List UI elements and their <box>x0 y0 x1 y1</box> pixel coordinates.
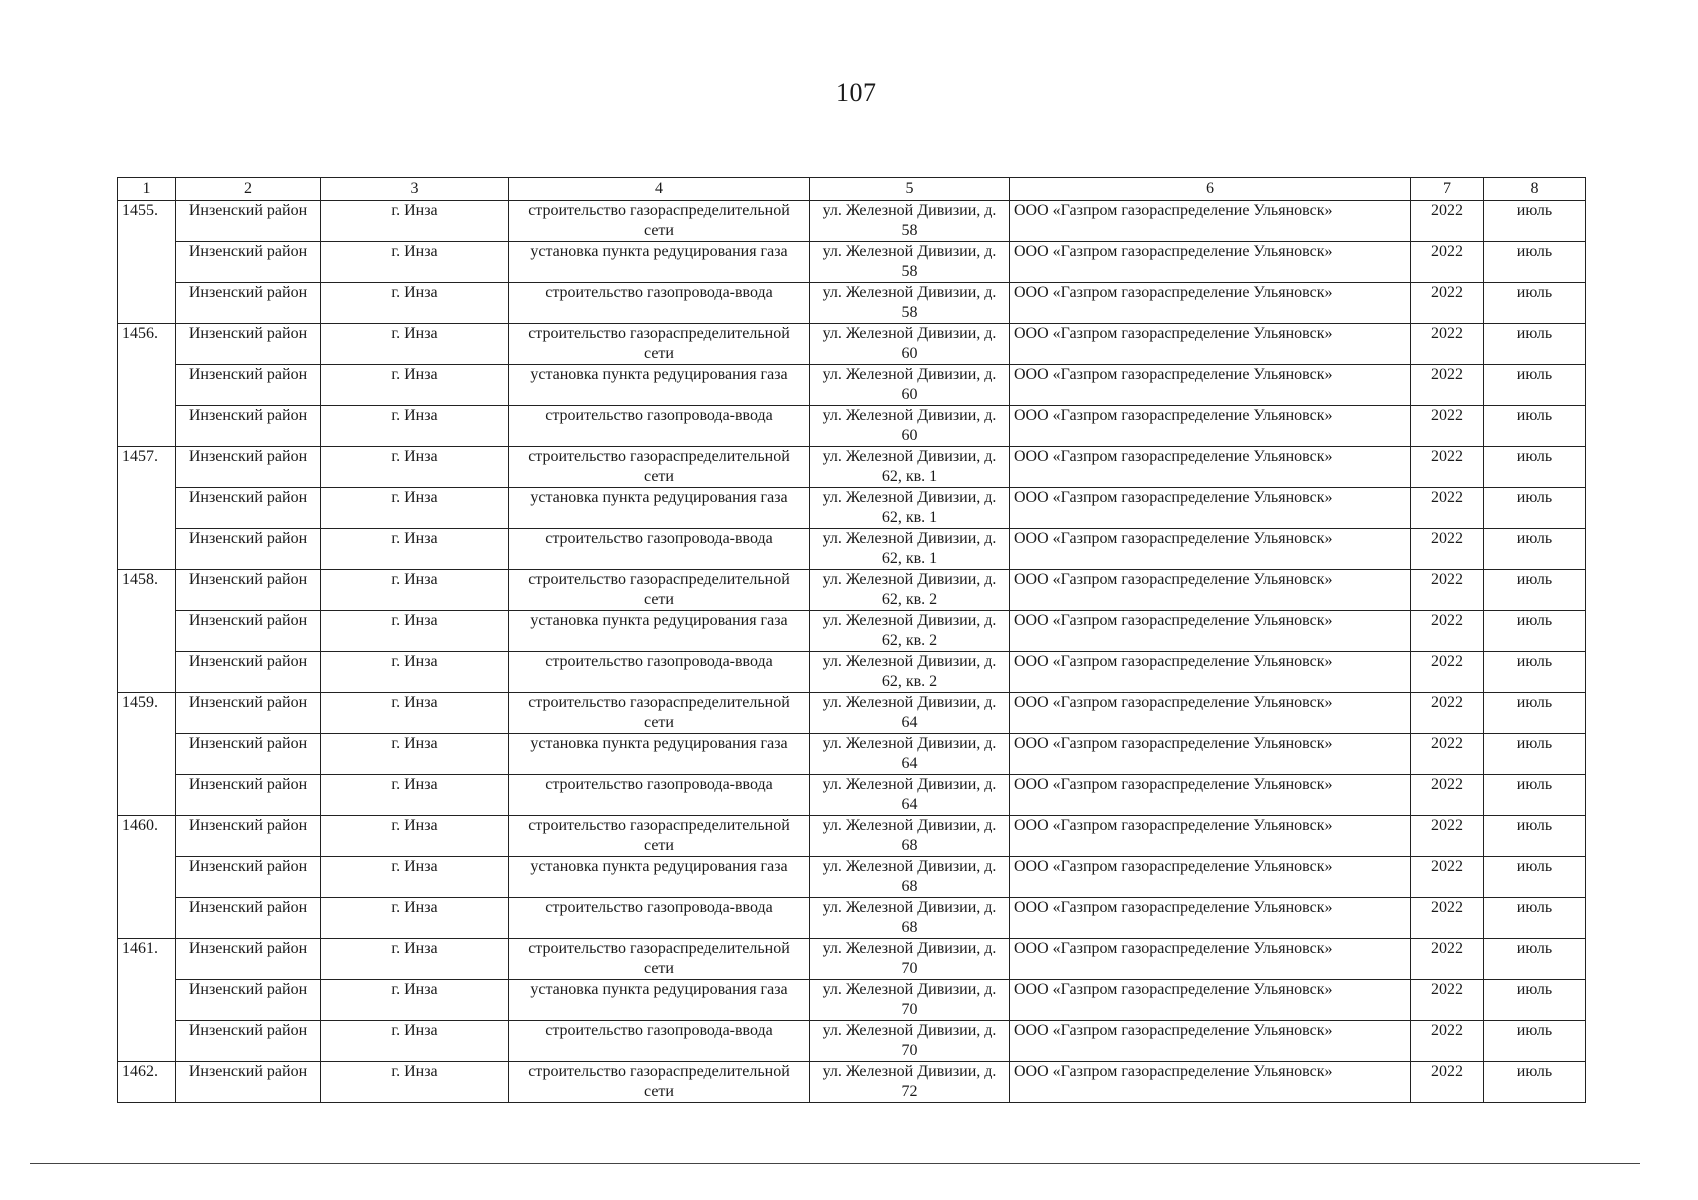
town-cell: г. Инза <box>321 201 509 242</box>
work-type-cell: строительство газораспределительной сети <box>509 201 810 242</box>
table-row <box>118 816 1586 857</box>
header-row <box>118 178 1586 201</box>
table-row <box>118 529 1586 570</box>
town-cell: г. Инза <box>321 283 509 324</box>
header-cell: 3 <box>321 178 509 201</box>
item-number-cell: 1456. <box>118 324 176 447</box>
address-cell: ул. Железной Дивизии, д. 58 <box>810 201 1010 242</box>
organization-cell: ООО «Газпром газораспределение Ульяновск» <box>1010 611 1411 652</box>
item-number-cell: 1458. <box>118 570 176 693</box>
address-cell: ул. Железной Дивизии, д. 62, кв. 1 <box>810 488 1010 529</box>
town-cell: г. Инза <box>321 529 509 570</box>
district-cell: Инзенский район <box>176 1062 321 1103</box>
district-cell: Инзенский район <box>176 775 321 816</box>
table-row <box>118 775 1586 816</box>
item-number-cell: 1455. <box>118 201 176 324</box>
town-cell: г. Инза <box>321 980 509 1021</box>
table-row <box>118 283 1586 324</box>
year-cell: 2022 <box>1411 857 1484 898</box>
work-type-cell: строительство газораспределительной сети <box>509 1062 810 1103</box>
town-cell: г. Инза <box>321 939 509 980</box>
year-cell: 2022 <box>1411 611 1484 652</box>
district-cell: Инзенский район <box>176 201 321 242</box>
header-cell: 1 <box>118 178 176 201</box>
item-number-cell: 1460. <box>118 816 176 939</box>
district-cell: Инзенский район <box>176 529 321 570</box>
town-cell: г. Инза <box>321 693 509 734</box>
month-cell: июль <box>1484 775 1586 816</box>
address-cell: ул. Железной Дивизии, д. 60 <box>810 365 1010 406</box>
header-cell: 4 <box>509 178 810 201</box>
item-number-cell: 1457. <box>118 447 176 570</box>
work-type-cell: установка пункта редуцирования газа <box>509 488 810 529</box>
address-cell: ул. Железной Дивизии, д. 64 <box>810 775 1010 816</box>
year-cell: 2022 <box>1411 734 1484 775</box>
organization-cell: ООО «Газпром газораспределение Ульяновск» <box>1010 283 1411 324</box>
year-cell: 2022 <box>1411 652 1484 693</box>
organization-cell: ООО «Газпром газораспределение Ульяновск» <box>1010 857 1411 898</box>
address-cell: ул. Железной Дивизии, д. 62, кв. 1 <box>810 447 1010 488</box>
month-cell: июль <box>1484 816 1586 857</box>
address-cell: ул. Железной Дивизии, д. 68 <box>810 857 1010 898</box>
year-cell: 2022 <box>1411 242 1484 283</box>
year-cell: 2022 <box>1411 324 1484 365</box>
town-cell: г. Инза <box>321 242 509 283</box>
year-cell: 2022 <box>1411 939 1484 980</box>
work-type-cell: строительство газораспределительной сети <box>509 939 810 980</box>
year-cell: 2022 <box>1411 980 1484 1021</box>
address-cell: ул. Железной Дивизии, д. 72 <box>810 1062 1010 1103</box>
organization-cell: ООО «Газпром газораспределение Ульяновск» <box>1010 775 1411 816</box>
work-type-cell: установка пункта редуцирования газа <box>509 365 810 406</box>
table-row <box>118 488 1586 529</box>
town-cell: г. Инза <box>321 898 509 939</box>
month-cell: июль <box>1484 611 1586 652</box>
year-cell: 2022 <box>1411 447 1484 488</box>
district-cell: Инзенский район <box>176 693 321 734</box>
district-cell: Инзенский район <box>176 816 321 857</box>
table-row <box>118 324 1586 365</box>
address-cell: ул. Железной Дивизии, д. 60 <box>810 324 1010 365</box>
address-cell: ул. Железной Дивизии, д. 60 <box>810 406 1010 447</box>
town-cell: г. Инза <box>321 611 509 652</box>
district-cell: Инзенский район <box>176 324 321 365</box>
organization-cell: ООО «Газпром газораспределение Ульяновск» <box>1010 406 1411 447</box>
bottom-rule <box>30 1163 1640 1164</box>
year-cell: 2022 <box>1411 365 1484 406</box>
work-type-cell: установка пункта редуцирования газа <box>509 857 810 898</box>
table-row <box>118 611 1586 652</box>
address-cell: ул. Железной Дивизии, д. 68 <box>810 816 1010 857</box>
town-cell: г. Инза <box>321 816 509 857</box>
work-type-cell: строительство газопровода-ввода <box>509 283 810 324</box>
table-row <box>118 201 1586 242</box>
district-cell: Инзенский район <box>176 734 321 775</box>
work-type-cell: строительство газораспределительной сети <box>509 324 810 365</box>
town-cell: г. Инза <box>321 488 509 529</box>
table-row <box>118 980 1586 1021</box>
work-type-cell: строительство газопровода-ввода <box>509 775 810 816</box>
year-cell: 2022 <box>1411 406 1484 447</box>
work-type-cell: строительство газопровода-ввода <box>509 406 810 447</box>
table-row <box>118 857 1586 898</box>
organization-cell: ООО «Газпром газораспределение Ульяновск» <box>1010 447 1411 488</box>
month-cell: июль <box>1484 693 1586 734</box>
month-cell: июль <box>1484 939 1586 980</box>
year-cell: 2022 <box>1411 1062 1484 1103</box>
work-type-cell: строительство газораспределительной сети <box>509 447 810 488</box>
address-cell: ул. Железной Дивизии, д. 62, кв. 1 <box>810 529 1010 570</box>
header-cell: 2 <box>176 178 321 201</box>
district-cell: Инзенский район <box>176 611 321 652</box>
table-row <box>118 406 1586 447</box>
month-cell: июль <box>1484 447 1586 488</box>
organization-cell: ООО «Газпром газораспределение Ульяновск» <box>1010 1062 1411 1103</box>
gas-works-table <box>117 177 1586 1103</box>
work-type-cell: строительство газораспределительной сети <box>509 816 810 857</box>
district-cell: Инзенский район <box>176 406 321 447</box>
work-type-cell: строительство газопровода-ввода <box>509 652 810 693</box>
month-cell: июль <box>1484 529 1586 570</box>
district-cell: Инзенский район <box>176 570 321 611</box>
address-cell: ул. Железной Дивизии, д. 68 <box>810 898 1010 939</box>
organization-cell: ООО «Газпром газораспределение Ульяновск» <box>1010 939 1411 980</box>
month-cell: июль <box>1484 734 1586 775</box>
town-cell: г. Инза <box>321 775 509 816</box>
month-cell: июль <box>1484 570 1586 611</box>
organization-cell: ООО «Газпром газораспределение Ульяновск» <box>1010 734 1411 775</box>
work-type-cell: установка пункта редуцирования газа <box>509 242 810 283</box>
organization-cell: ООО «Газпром газораспределение Ульяновск» <box>1010 529 1411 570</box>
address-cell: ул. Железной Дивизии, д. 70 <box>810 939 1010 980</box>
year-cell: 2022 <box>1411 488 1484 529</box>
town-cell: г. Инза <box>321 1062 509 1103</box>
organization-cell: ООО «Газпром газораспределение Ульяновск» <box>1010 365 1411 406</box>
address-cell: ул. Железной Дивизии, д. 62, кв. 2 <box>810 652 1010 693</box>
table-row <box>118 570 1586 611</box>
year-cell: 2022 <box>1411 570 1484 611</box>
town-cell: г. Инза <box>321 324 509 365</box>
district-cell: Инзенский район <box>176 447 321 488</box>
district-cell: Инзенский район <box>176 365 321 406</box>
organization-cell: ООО «Газпром газораспределение Ульяновск» <box>1010 652 1411 693</box>
table-row <box>118 1062 1586 1103</box>
year-cell: 2022 <box>1411 201 1484 242</box>
table-row <box>118 939 1586 980</box>
district-cell: Инзенский район <box>176 242 321 283</box>
item-number-cell: 1459. <box>118 693 176 816</box>
address-cell: ул. Железной Дивизии, д. 64 <box>810 734 1010 775</box>
header-cell: 5 <box>810 178 1010 201</box>
year-cell: 2022 <box>1411 898 1484 939</box>
page-number: 107 <box>836 78 877 107</box>
work-type-cell: установка пункта редуцирования газа <box>509 980 810 1021</box>
address-cell: ул. Железной Дивизии, д. 62, кв. 2 <box>810 611 1010 652</box>
table-body <box>118 201 1586 1103</box>
month-cell: июль <box>1484 1021 1586 1062</box>
organization-cell: ООО «Газпром газораспределение Ульяновск» <box>1010 201 1411 242</box>
year-cell: 2022 <box>1411 693 1484 734</box>
month-cell: июль <box>1484 406 1586 447</box>
district-cell: Инзенский район <box>176 939 321 980</box>
address-cell: ул. Железной Дивизии, д. 62, кв. 2 <box>810 570 1010 611</box>
organization-cell: ООО «Газпром газораспределение Ульяновск» <box>1010 570 1411 611</box>
town-cell: г. Инза <box>321 652 509 693</box>
table-row <box>118 1021 1586 1062</box>
month-cell: июль <box>1484 652 1586 693</box>
district-cell: Инзенский район <box>176 652 321 693</box>
year-cell: 2022 <box>1411 775 1484 816</box>
work-type-cell: строительство газораспределительной сети <box>509 693 810 734</box>
work-type-cell: строительство газопровода-ввода <box>509 529 810 570</box>
month-cell: июль <box>1484 980 1586 1021</box>
town-cell: г. Инза <box>321 1021 509 1062</box>
organization-cell: ООО «Газпром газораспределение Ульяновск» <box>1010 1021 1411 1062</box>
organization-cell: ООО «Газпром газораспределение Ульяновск» <box>1010 898 1411 939</box>
organization-cell: ООО «Газпром газораспределение Ульяновск» <box>1010 242 1411 283</box>
address-cell: ул. Железной Дивизии, д. 64 <box>810 693 1010 734</box>
organization-cell: ООО «Газпром газораспределение Ульяновск» <box>1010 816 1411 857</box>
table-row <box>118 693 1586 734</box>
month-cell: июль <box>1484 898 1586 939</box>
town-cell: г. Инза <box>321 447 509 488</box>
month-cell: июль <box>1484 242 1586 283</box>
address-cell: ул. Железной Дивизии, д. 70 <box>810 980 1010 1021</box>
table-row <box>118 447 1586 488</box>
month-cell: июль <box>1484 1062 1586 1103</box>
organization-cell: ООО «Газпром газораспределение Ульяновск» <box>1010 980 1411 1021</box>
organization-cell: ООО «Газпром газораспределение Ульяновск» <box>1010 693 1411 734</box>
item-number-cell: 1461. <box>118 939 176 1062</box>
work-type-cell: строительство газораспределительной сети <box>509 570 810 611</box>
town-cell: г. Инза <box>321 406 509 447</box>
work-type-cell: установка пункта редуцирования газа <box>509 734 810 775</box>
table-row <box>118 734 1586 775</box>
town-cell: г. Инза <box>321 857 509 898</box>
table-row <box>118 898 1586 939</box>
item-number-cell: 1462. <box>118 1062 176 1103</box>
month-cell: июль <box>1484 324 1586 365</box>
table-row <box>118 365 1586 406</box>
month-cell: июль <box>1484 365 1586 406</box>
organization-cell: ООО «Газпром газораспределение Ульяновск» <box>1010 488 1411 529</box>
district-cell: Инзенский район <box>176 283 321 324</box>
district-cell: Инзенский район <box>176 1021 321 1062</box>
month-cell: июль <box>1484 857 1586 898</box>
work-type-cell: строительство газопровода-ввода <box>509 1021 810 1062</box>
district-cell: Инзенский район <box>176 898 321 939</box>
address-cell: ул. Железной Дивизии, д. 58 <box>810 242 1010 283</box>
district-cell: Инзенский район <box>176 857 321 898</box>
month-cell: июль <box>1484 488 1586 529</box>
organization-cell: ООО «Газпром газораспределение Ульяновск» <box>1010 324 1411 365</box>
district-cell: Инзенский район <box>176 980 321 1021</box>
work-type-cell: строительство газопровода-ввода <box>509 898 810 939</box>
year-cell: 2022 <box>1411 1021 1484 1062</box>
address-cell: ул. Железной Дивизии, д. 70 <box>810 1021 1010 1062</box>
year-cell: 2022 <box>1411 816 1484 857</box>
table-row <box>118 652 1586 693</box>
header-cell: 8 <box>1484 178 1586 201</box>
district-cell: Инзенский район <box>176 488 321 529</box>
month-cell: июль <box>1484 283 1586 324</box>
header-cell: 6 <box>1010 178 1411 201</box>
town-cell: г. Инза <box>321 570 509 611</box>
town-cell: г. Инза <box>321 365 509 406</box>
table-row <box>118 242 1586 283</box>
month-cell: июль <box>1484 201 1586 242</box>
header-cell: 7 <box>1411 178 1484 201</box>
town-cell: г. Инза <box>321 734 509 775</box>
address-cell: ул. Железной Дивизии, д. 58 <box>810 283 1010 324</box>
year-cell: 2022 <box>1411 529 1484 570</box>
work-type-cell: установка пункта редуцирования газа <box>509 611 810 652</box>
year-cell: 2022 <box>1411 283 1484 324</box>
